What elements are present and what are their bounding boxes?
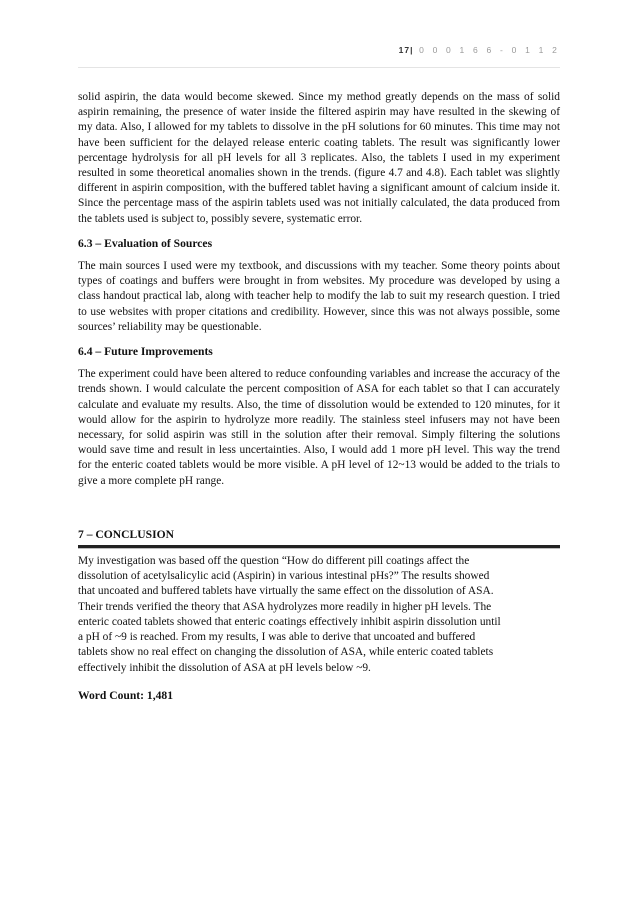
page-number: 17 (398, 45, 411, 55)
document-body (78, 90, 560, 703)
candidate-code: 0 0 0 1 6 6 - 0 1 1 2 (419, 45, 560, 55)
intro-paragraph: solid aspirin, the data would become skewed. Since my method greatly depends on the mass of solid aspirin remaining, the presence of water inside the filtered aspirin may have resulted in the skewing of my data. Also, I allowed for my tablets to dissolve in the pH solutions for 60 minutes. This time may not have been sufficient for the delayed release enteric coating tablets. The result was significantly lower percentage hydrolysis for all pH levels for all 3 replicates. Also, the tablets I used in my experiment resulted in some theoretical anomalies shown in the trends. (figure 4.7 and 4.8). Each tablet was slightly different in aspirin composition, with the buffered tablet having a significant amount of calcium inside it. Since the percentage mass of the aspirin tablets used was not initially calculated, the data produced from the tablets used is subject to, possibly severe, systematic error. (78, 91, 560, 225)
conclusion-heading: 7 – CONCLUSION (78, 527, 174, 541)
conclusion-line: dissolution of acetylsalicylic acid (Aspirin) in various intestinal pHs?” The results showed (78, 570, 490, 583)
header-divider (78, 67, 560, 68)
improvements-paragraph: The experiment could have been altered to reduce confounding variables and increase the accuracy of the trends shown. I would calculate the percent composition of ASA for each tablet so that I can accurately calculate and evaluate my results. Also, the time of dissolution would be extended to 120 minutes, for it would allow for the aspirin to hydrolyze more readily. The stainless steel infusers may not have been necessary, for solid aspirin was still in the solution after their removal. Simply filtering the solutions would save time and result in less uncertainties. Also, I would add 1 more pH level. This way the trend for the enteric coated tablets would be more visible. A pH level of 12~13 would be added to the trials to give a more complete pH range. (78, 368, 560, 487)
conclusion-line: that uncoated and buffered tablets have virtually the same effect on the dissolution of ASA. (78, 585, 494, 598)
conclusion-line: a pH of ~9 is reached. From my results, I was able to derive that uncoated and buffered (78, 631, 476, 644)
page-header (399, 45, 560, 55)
conclusion-line: Their trends verified the theory that ASA hydrolyzes more readily in higher pH levels. The (78, 600, 492, 613)
header-separator: | (410, 45, 414, 55)
conclusion-line: tablets show no real effect on changing the dissolution of ASA, while enteric coated tablets (78, 646, 494, 659)
word-count: Word Count: 1,481 (78, 688, 174, 702)
conclusion-paragraph (78, 554, 560, 676)
conclusion-line: effectively inhibit the dissolution of ASA at pH levels below ~9. (78, 661, 371, 674)
conclusion-line: My investigation was based off the question “How do different pill coatings affect the (78, 555, 470, 568)
conclusion-divider (78, 545, 560, 548)
improvements-heading: 6.4 – Future Improvements (78, 345, 213, 359)
sources-heading: 6.3 – Evaluation of Sources (78, 236, 213, 250)
section-spacer (78, 489, 560, 527)
sources-paragraph: The main sources I used were my textbook, and discussions with my teacher. Some theory points about types of coatings and buffers were brought in from websites. My procedure was developed by using a class handout practical lab, along with teacher help to modify the lab to suit my research question. I tried to use websites with proper citations and credibility. However, since this was not always possible, some sources’ reliability may be questionable. (78, 260, 560, 333)
conclusion-line: enteric coated tablets showed that enteric coatings effectively inhibit aspirin dissolution until (78, 615, 501, 628)
